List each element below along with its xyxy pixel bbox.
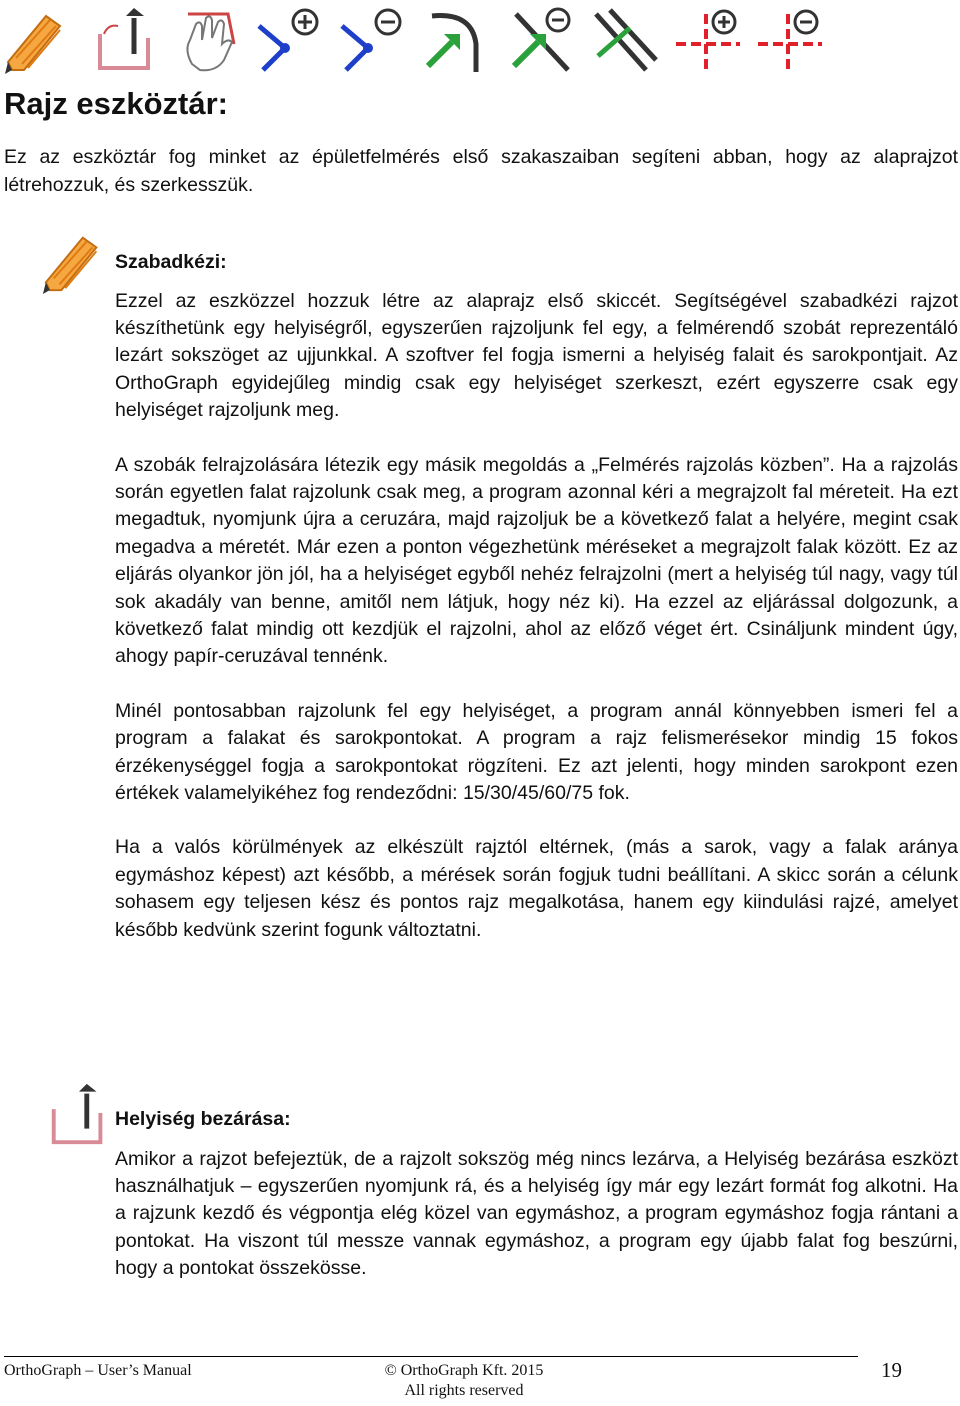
- footer-divider: [4, 1356, 858, 1357]
- wall-split-icon[interactable]: [590, 4, 662, 76]
- freehand-pencil-icon: [40, 226, 110, 296]
- section-freehand: [115, 249, 958, 944]
- add-crosshair-icon[interactable]: [672, 4, 744, 76]
- add-node-icon[interactable]: [255, 4, 327, 76]
- section-paragraph: Ha a valós körülmények az elkészült rajztól eltérnek, (más a sarok, vagy a falak aránya egymáshoz képest) azt később, a mérések során fogjuk tudni beállítani. A skicc során a célunk sohasem egy teljesen kész és pontos rajz megalkotása, hanem egy kiindulási rajzé, amelyet később kedvünk szerint fogunk változtatni.: [115, 836, 958, 941]
- section-paragraph: Amikor a rajzot befejeztük, de a rajzolt sokszög még nincs lezárva, a Helyiség bezárása eszközt használhatjuk – egyszerűen nyomjunk rá, és a helyiség így már egy lezárt formát fog alkotni. Ha a rajzunk kezdő és végpontja elég közel van egymáshoz, a program egymáshoz fogja rántani a pontokat. Ha viszont túl messze vannak egymáshoz, a program egy újabb falat fog beszúrni, hogy a pontokat összekösse.: [115, 1147, 958, 1280]
- drawing-toolbar: [0, 0, 960, 80]
- intro-paragraph: Ez az eszköztár fog minket az épületfelmérés első szakaszaiban segíteni abban, hogy az alaprajzot létrehozzuk, és szerkesszük.: [4, 146, 958, 196]
- footer-copyright: [374, 1362, 554, 1400]
- section-paragraph: Ezzel az eszközzel hozzuk létre az alaprajz első skiccét. Segítségével szabadkézi rajzot készíthetünk egy helyiségről, egyszerűen rajzoljunk fel egy, a felmérendő szobát reprezentáló lezárt sokszöget az ujjunkkal. A szoftver fel fogja ismerni a helyiség falait és sarokpontjait. Az OrthoGraph egyidejűleg mindig csak egy helyiséget szerkeszt, ezért egyszerre csak egy helyiséget rajzoljunk meg.: [115, 289, 958, 422]
- freehand-pencil-icon[interactable]: [2, 4, 74, 76]
- section-close-room: [115, 1106, 958, 1283]
- hand-pan-icon[interactable]: [170, 4, 242, 76]
- wall-add-icon[interactable]: [422, 4, 494, 76]
- footer-rights-line: All rights reserved: [404, 1382, 524, 1399]
- page-number: 19: [881, 1358, 902, 1382]
- close-room-icon: [44, 1080, 114, 1150]
- footer-left: OrthoGraph – User’s Manual: [4, 1362, 192, 1379]
- remove-crosshair-icon[interactable]: [754, 4, 826, 76]
- remove-node-icon[interactable]: [338, 4, 410, 76]
- footer-copyright-line: © OrthoGraph Kft. 2015: [384, 1362, 544, 1379]
- section-paragraph: A szobák felrajzolására létezik egy másik megoldás a „Felmérés rajzolás közben”. Ha a rajzolás során egyetlen falat rajzolunk csak meg, a program azonnal kéri a megrajzolt fal méreteit. Ha ezt megadtuk, nyomjunk újra a ceruzára, majd rajzoljuk be a következő falat a helyére, megint csak megadva a méretét. Már ezen a ponton végezhetünk méréseket a megrajzolt falak között. Ez az eljárás olyankor jön jól, ha a helyiséget egyből nehéz felrajzolni (mert a helyiség túl nagy, vagy túl sok akadály van benne, amitől nem látjuk, hogy néz ki). Ha ezzel az eljárással dolgozunk, a következő falat mindig ott kezdjük el rajzolni, ahol az előző véget ért. Csináljunk mindent úgy, ahogy papír-ceruzával tennénk.: [115, 453, 958, 668]
- wall-remove-icon[interactable]: [508, 4, 580, 76]
- section-paragraph: Minél pontosabban rajzolunk fel egy helyiséget, a program annál könnyebben ismeri fel a program a falakat és sarokpontokat. A program a rajz felismerésekor mindig 15 fokos érzékenységgel fogja a sarokpontokat rögzíteni. Ez azt jelenti, hogy minden sarokpont ezen értékek valamelyikéhez fog rendeződni: 15/30/45/60/75 fok.: [115, 699, 958, 804]
- page-title: Rajz eszköztár:: [4, 86, 228, 121]
- section-title: Helyiség bezárása:: [115, 1108, 291, 1130]
- close-room-icon[interactable]: [90, 4, 162, 76]
- section-title: Szabadkézi:: [115, 251, 227, 273]
